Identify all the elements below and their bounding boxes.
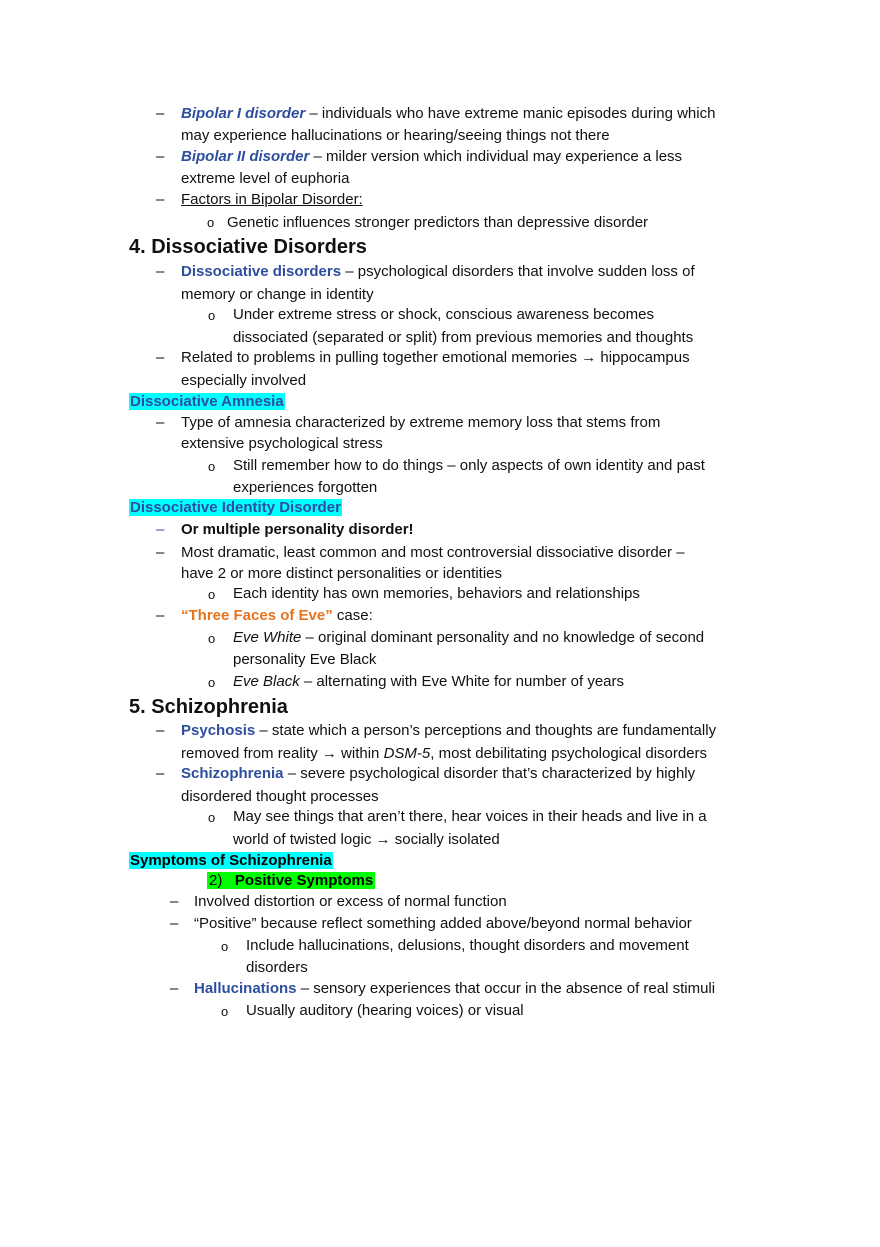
did-title: Dissociative Identity Disorder xyxy=(130,499,341,516)
positive-line-2: “Positive” because reflect something added above/beyond normal behavior xyxy=(194,915,692,932)
eve-case-tail: case: xyxy=(332,607,373,624)
psychosis-line-2 xyxy=(181,744,707,764)
positive-sub-1: Include hallucinations, delusions, thought disorders and movement xyxy=(246,937,689,954)
eve-white-name: Eve White xyxy=(233,629,302,646)
amnesia-line-1: Type of amnesia characterized by extreme memory loss that stems from xyxy=(181,414,661,431)
dash-bullet: – xyxy=(156,607,165,624)
positive-number: 2) xyxy=(209,872,223,889)
circle-bullet: o xyxy=(208,308,216,323)
dash-bullet: – xyxy=(156,191,165,208)
eve-case-line xyxy=(181,606,373,626)
bipolar-factors-sub: Genetic influences stronger predictors than depressive disorder xyxy=(227,214,649,231)
schizophrenia-def-line-2: disordered thought processes xyxy=(181,788,379,805)
circle-bullet: o xyxy=(221,1004,229,1019)
bipolar-2-term: Bipolar II disorder xyxy=(181,148,310,165)
dissociative-sub-2: dissociated (separated or split) from previous memories and thoughts xyxy=(233,329,694,346)
bipolar-2-line-2: extreme level of euphoria xyxy=(181,170,350,187)
schizophrenia-def-line xyxy=(181,764,695,784)
dash-bullet: – xyxy=(156,148,165,165)
positive-symptoms-label xyxy=(207,872,375,889)
did-alt-name: Or multiple personality disorder! xyxy=(181,521,414,538)
bipolar-2-line xyxy=(181,147,682,167)
bipolar-factors: Factors in Bipolar Disorder: xyxy=(181,191,363,208)
eve-black-line xyxy=(233,672,624,692)
dash-bullet: – xyxy=(156,105,165,122)
positive-line-1: Involved distortion or excess of normal function xyxy=(194,893,507,910)
did-line-1: Most dramatic, least common and most controversial dissociative disorder – xyxy=(181,544,685,561)
dash-bullet: – xyxy=(156,722,165,739)
subheading-symptoms xyxy=(129,851,333,871)
schizophrenia-sub-2: world of twisted logic → socially isolated xyxy=(233,831,500,848)
circle-bullet: o xyxy=(208,810,216,825)
circle-bullet: o xyxy=(208,459,216,474)
eve-black-text: – alternating with Eve White for number of years xyxy=(299,673,625,690)
schizophrenia-def-text: – severe psychological disorder that’s characterized by highly xyxy=(283,765,696,782)
symptoms-title: Symptoms of Schizophrenia xyxy=(130,852,332,869)
section-heading-schizophrenia: 5. Schizophrenia xyxy=(129,696,288,718)
positive-sub-2: disorders xyxy=(246,959,308,976)
amnesia-line-2: extensive psychological stress xyxy=(181,435,383,452)
bipolar-2-text: – milder version which individual may experience a less xyxy=(309,148,683,165)
circle-bullet: o xyxy=(208,675,216,690)
schizophrenia-sub-1: May see things that aren’t there, hear voices in their heads and live in a xyxy=(233,808,707,825)
dsm-label: DSM-5 xyxy=(383,745,431,762)
schizophrenia-term: Schizophrenia xyxy=(181,765,284,782)
dash-bullet: – xyxy=(170,915,179,932)
hallucinations-line xyxy=(194,979,715,999)
dissociative-def-line-2: memory or change in identity xyxy=(181,286,374,303)
hallucinations-sub: Usually auditory (hearing voices) or visual xyxy=(246,1002,524,1019)
circle-bullet: o xyxy=(208,631,216,646)
psychosis-text-2b: , most debilitating psychological disorders xyxy=(430,745,708,762)
psychosis-text-2a: removed from reality → within xyxy=(181,745,384,762)
eve-case-title: “Three Faces of Eve” xyxy=(181,607,333,624)
dash-bullet: – xyxy=(156,544,165,561)
eve-white-line xyxy=(233,628,704,648)
psychosis-line xyxy=(181,721,716,741)
eve-white-text: – original dominant personality and no knowledge of second xyxy=(301,629,705,646)
subheading-amnesia xyxy=(129,392,285,412)
positive-symptoms-heading xyxy=(207,871,375,891)
amnesia-title: Dissociative Amnesia xyxy=(130,393,284,410)
dash-bullet: – xyxy=(170,893,179,910)
dissociative-term: Dissociative disorders xyxy=(181,263,342,280)
positive-title: Positive Symptoms xyxy=(234,872,374,889)
dissociative-def-text: – psychological disorders that involve sudden loss of xyxy=(341,263,695,280)
related-line-1: Related to problems in pulling together emotional memories → hippocampus xyxy=(181,349,690,366)
bipolar-1-line-2: may experience hallucinations or hearing/seeing things not there xyxy=(181,127,610,144)
circle-bullet: o xyxy=(207,215,215,230)
subheading-did xyxy=(129,498,342,518)
dash-bullet: – xyxy=(156,349,165,366)
dash-bullet: – xyxy=(156,765,165,782)
eve-white-line-2: personality Eve Black xyxy=(233,651,377,668)
bipolar-1-text: – individuals who have extreme manic episodes during which xyxy=(305,105,716,122)
amnesia-sub-2: experiences forgotten xyxy=(233,479,378,496)
dissociative-def-line xyxy=(181,262,695,282)
dash-bullet: – xyxy=(156,263,165,280)
circle-bullet: o xyxy=(221,939,229,954)
eve-black-name: Eve Black xyxy=(233,673,300,690)
bipolar-1-term: Bipolar I disorder xyxy=(181,105,306,122)
dash-bullet: – xyxy=(170,980,179,997)
did-line-2: have 2 or more distinct personalities or identities xyxy=(181,565,502,582)
bipolar-1-line xyxy=(181,104,715,124)
psychosis-term: Psychosis xyxy=(181,722,256,739)
psychosis-text: – state which a person’s perceptions and thoughts are fundamentally xyxy=(255,722,717,739)
dash-bullet: – xyxy=(156,414,165,431)
circle-bullet: o xyxy=(208,587,216,602)
hallucinations-text: – sensory experiences that occur in the absence of real stimuli xyxy=(296,980,716,997)
hallucinations-term: Hallucinations xyxy=(194,980,297,997)
amnesia-sub-1: Still remember how to do things – only aspects of own identity and past xyxy=(233,457,705,474)
section-heading-dissociative: 4. Dissociative Disorders xyxy=(129,236,367,258)
did-sub: Each identity has own memories, behaviors and relationships xyxy=(233,585,640,602)
related-line-2: especially involved xyxy=(181,372,307,389)
dash-bullet: – xyxy=(156,521,165,538)
dissociative-sub-1: Under extreme stress or shock, conscious awareness becomes xyxy=(233,306,655,323)
